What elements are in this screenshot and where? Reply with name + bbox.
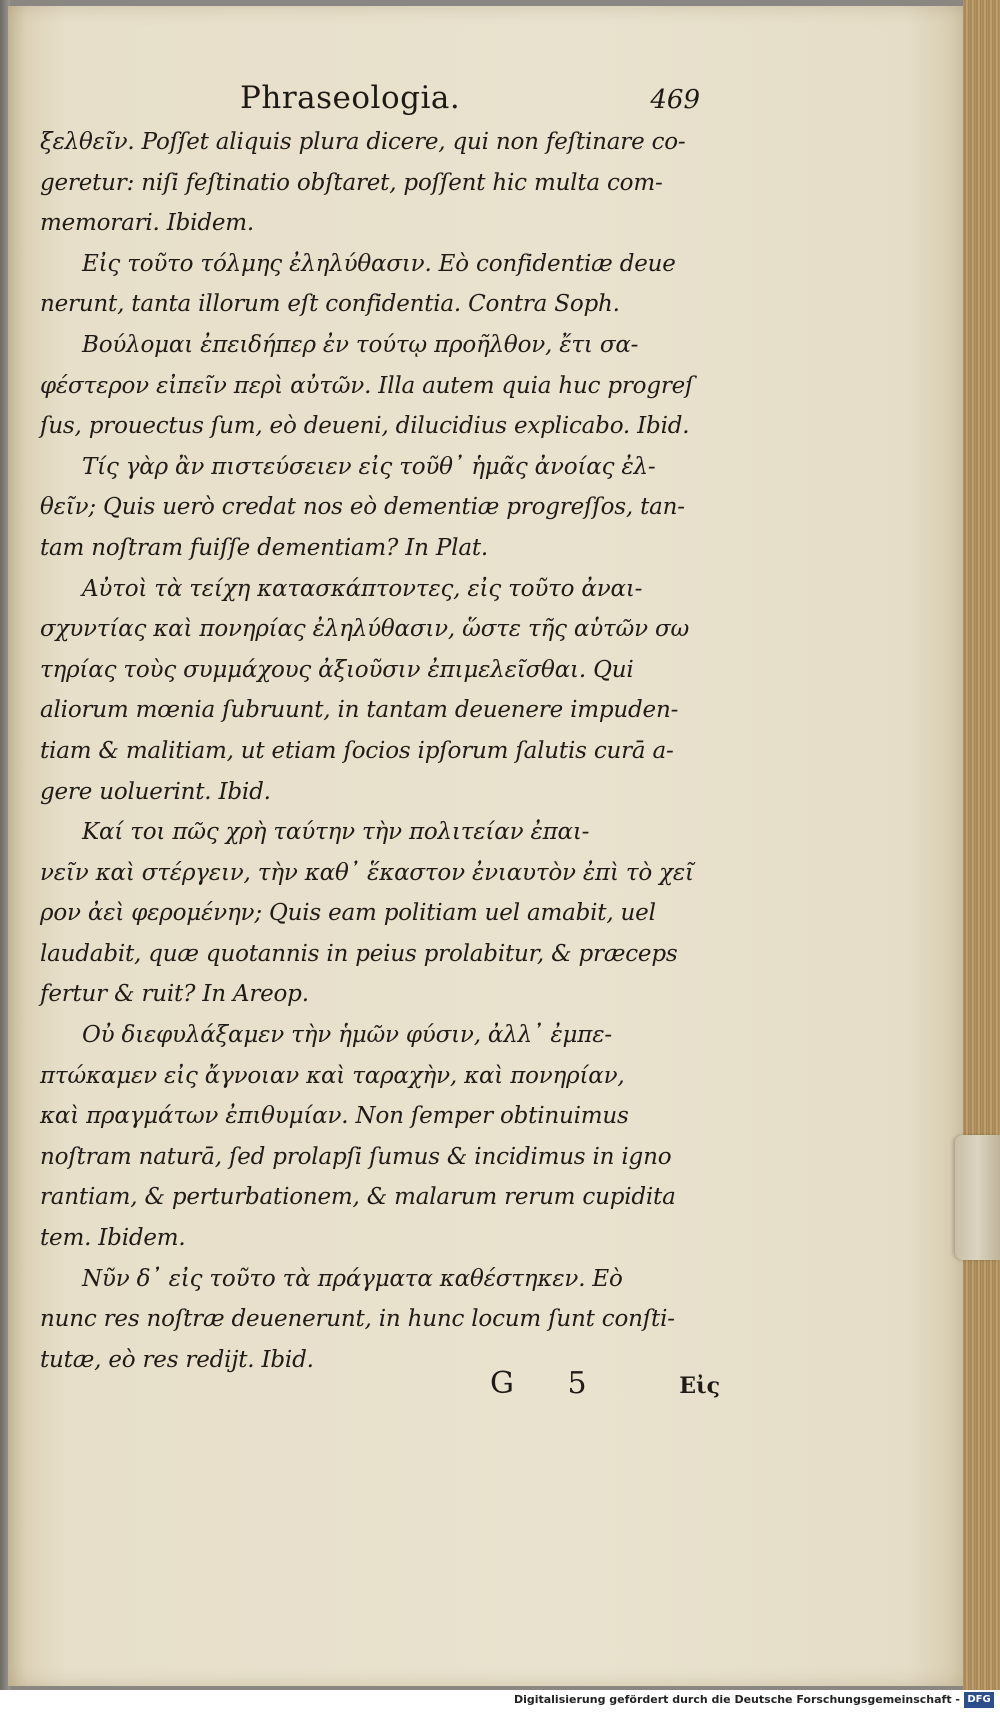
text-block [40,122,705,1380]
text-line: σχυντίας καὶ πονηρίας ἐληλύθασιν, ὥστε τῆς αὑτῶν σω [40,616,690,643]
footer-credit: Digitalisierung gefördert durch die Deutsche Forschungsgemeinschaft - [513,1693,960,1706]
text-line: laudabit, quæ quotannis in peius prolabitur, & præceps [40,940,678,967]
text-line: θεῖν; Quis uerò credat nos eò dementiæ progreſſos, tan- [40,494,685,521]
text-line: Αὐτοὶ τὰ τείχη κατασκάπτοντες, εἰς τοῦτο ἀναι- [82,575,643,602]
dfg-logo: DFG [964,1692,994,1708]
text-line: gere uoluerint. Ibid. [40,778,271,805]
text-line: nunc res noſtræ deuenerunt, in hunc locum ſunt conſti- [40,1306,675,1333]
text-line: Τίς γὰρ ἂν πιστεύσειεν εἰς τοῦθ᾽ ἡμᾶς ἀνοίας ἐλ- [82,453,656,480]
text-line: τηρίας τοὺς συμμάχους ἀξιοῦσιν ἐπιμελεῖσθαι. Qui [40,656,634,683]
text-line: geretur: niſi feſtinatio obſtaret, poſſent hic multa com- [40,169,663,196]
signature-mark: G 5 [490,1366,609,1401]
text-line: Βούλομαι ἐπειδήπερ ἐν τούτῳ προῆλθον, ἔτι σα- [82,331,639,358]
text-line: tem. Ibidem. [40,1225,186,1252]
text-line: Εἰς τοῦτο τόλμης ἐληλύθασιν. Eò confidentiæ deue [82,250,676,277]
text-line: ρον ἀεὶ φερομένην; Quis eam politiam uel amabit, uel [40,900,656,927]
text-line: nerunt, tanta illorum eſt confidentia. Contra Soph. [40,291,620,318]
book-fore-edge [963,0,1000,1690]
page-number: 469 [650,85,700,115]
text-line: fertur & ruit? In Areop. [40,981,309,1008]
text-line: πτώκαμεν εἰς ἄγνοιαν καὶ ταραχὴν, καὶ πονηρίαν, [40,1062,625,1089]
text-line: Νῦν δ᾽ εἰς τοῦτο τὰ πράγματα καθέστηκεν. Eò [82,1265,623,1292]
text-line: νεῖν καὶ στέργειν, τὴν καθ᾽ ἕκαστον ἐνιαυτὸν ἐπὶ τὸ χεῖ [40,859,694,886]
text-line: ſus, prouectus ſum, eò deueni, dilucidius explicabo. Ibid. [40,413,690,440]
text-line: ξελθεῖν. Poſſet aliquis plura dicere, qui non feſtinare co- [40,129,686,155]
text-line: καὶ πραγμάτων ἐπιθυμίαν. Non ſemper obtinuimus [40,1103,629,1130]
text-line: tutæ, eò res redijt. Ibid. [40,1346,314,1373]
running-head [240,80,700,116]
text-line: tiam & malitiam, ut etiam ſocios ipſorum ſalutis curā a- [40,737,674,764]
text-line: φέστερον εἰπεῖν περὶ αὐτῶν. Illa autem quia huc progreſ [40,372,694,399]
text-line: rantiam, & perturbationem, & malarum rerum cupidita [40,1184,676,1211]
text-line: Καί τοι πῶς χρὴ ταύτην τὴν πολιτείαν ἐπαι- [82,819,590,846]
catchword: Εἰς [679,1373,720,1399]
text-line: aliorum mœnia ſubruunt, in tantam deuenere impuden- [40,697,679,724]
text-line: Οὐ διεφυλάξαμεν τὴν ἡμῶν φύσιν, ἀλλ᾽ ἐμπε- [82,1022,612,1049]
digitization-footer [0,1690,1000,1712]
running-title: Phraseologia. [240,80,461,116]
text-line: tam noſtram fuiſſe dementiam? In Plat. [40,534,488,561]
text-line: memorari. Ibidem. [40,210,254,237]
text-line: noſtram naturā, ſed prolapſi ſumus & incidimus in igno [40,1143,672,1170]
page-tab-marker [955,1135,1000,1260]
signature-row [490,1366,720,1401]
